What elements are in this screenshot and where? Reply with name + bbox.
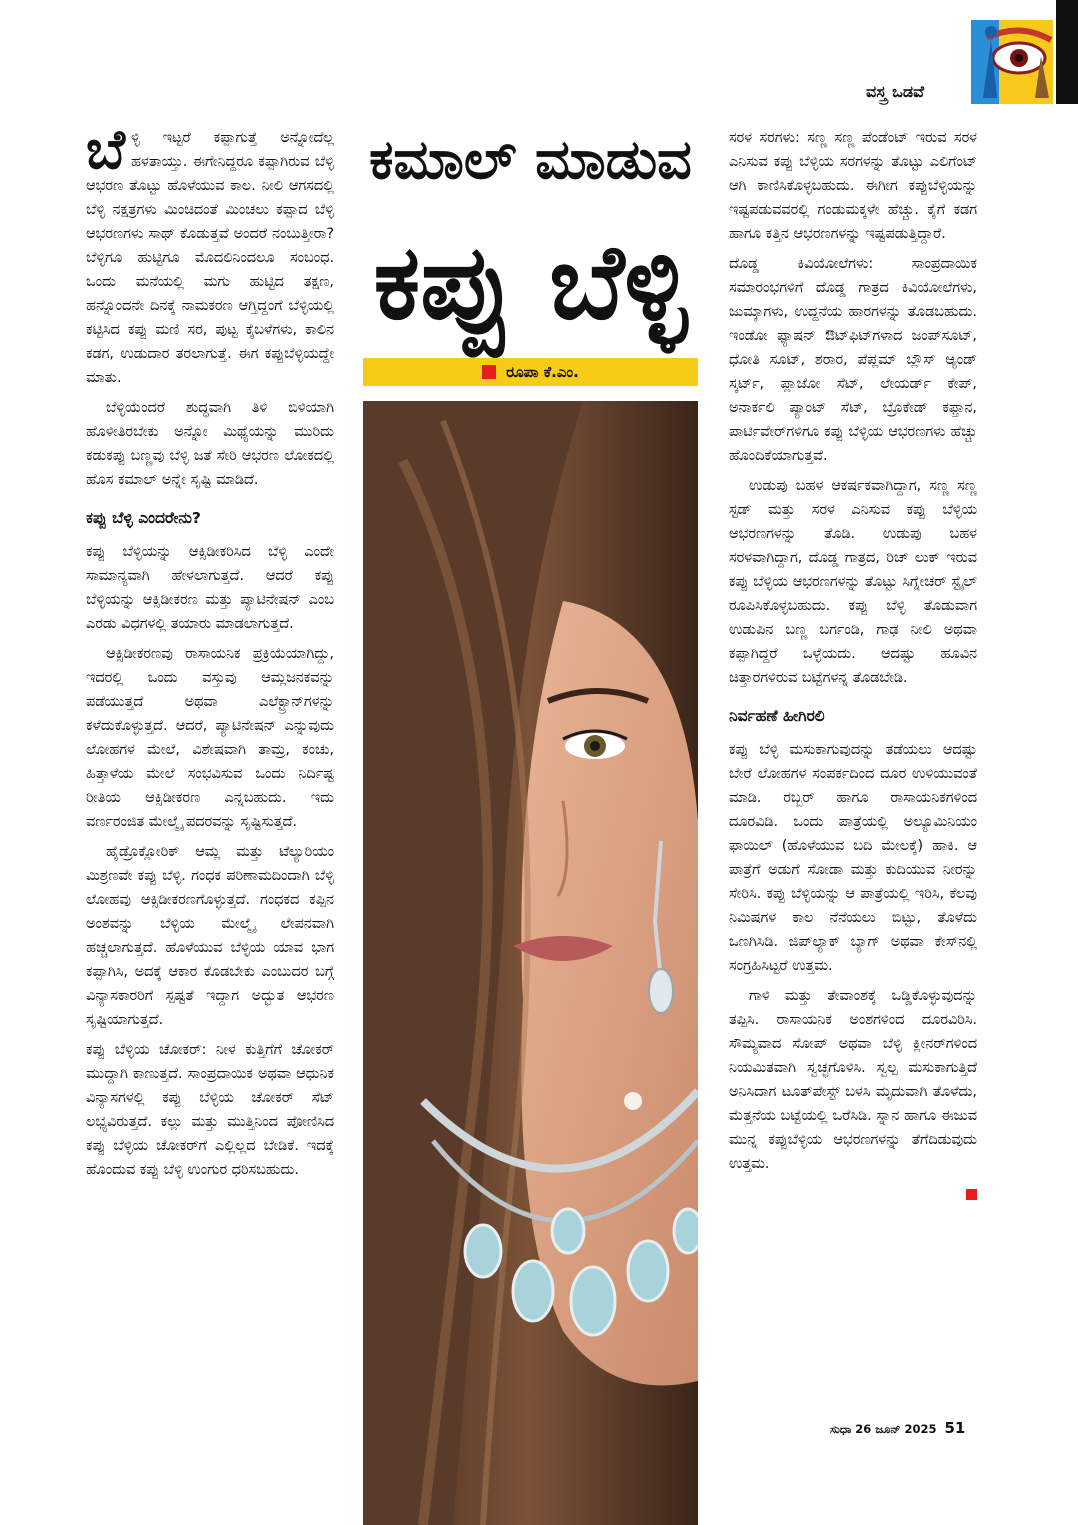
article-column-right	[729, 126, 977, 1206]
model-with-necklace-image	[363, 401, 698, 1525]
publication-date: ಸುಧಾ 26 ಜೂನ್ 2025	[830, 1422, 937, 1436]
drop-cap: ಬೆ	[86, 118, 126, 181]
article-column-left	[86, 118, 334, 1188]
subheading-what-is-black-silver: ಕಪ್ಪು ಬೆಳ್ಳಿ ಎಂದರೇನು?	[86, 509, 201, 527]
red-square-icon	[482, 365, 496, 379]
page-footer	[830, 1419, 965, 1437]
section-logo	[965, 0, 1078, 104]
paragraph: ಕಪ್ಪು ಬೆಳ್ಳಿಯ ಚೋಕರ್: ನೀಳ ಕುತ್ತಿಗೆಗೆ ಚೋಕರ್ ಮುದ್ದಾಗಿ ಕಾಣುತ್ತದೆ. ಸಾಂಪ್ರದಾಯಿಕ ಅಥವಾ ಆಧುನಿಕ ವಿನ್ಯಾಸಗಳಲ್ಲಿ ಕಪ್ಪು ಬೆಳ್ಳಿಯ ಚೋಕರ್ ಸೆಟ್ ಲಭ್ಯವಿರುತ್ತದೆ. ಕಲ್ಲು ಮತ್ತು ಮುತ್ತಿನಿಂದ ಪೋಣಿಸಿದ ಕಪ್ಪು ಬೆಳ್ಳಿಯ ಚೋಕರ್‌ಗೆ ಎಲ್ಲಿಲ್ಲದ ಬೇಡಿಕೆ. ಇದಕ್ಕೆ ಹೊಂದುವ ಕಪ್ಪು ಬೆಳ್ಳಿ ಉಂಗುರ ಧರಿಸಬಹುದು.	[86, 1042, 334, 1178]
paragraph: ಕಪ್ಪು ಬೆಳ್ಳಿಯನ್ನು ಆಕ್ಸಿಡೀಕರಿಸಿದ ಬೆಳ್ಳಿ ಎಂದೇ ಸಾಮಾನ್ಯವಾಗಿ ಹೇಳಲಾಗುತ್ತದೆ. ಆದರೆ ಕಪ್ಪು ಬೆಳ್ಳಿಯನ್ನು ಆಕ್ಸಿಡೀಕರಣ ಮತ್ತು ಪ್ಯಾಟಿನೇಷನ್ ಎಂಬ ಎರಡು ವಿಧಗಳಲ್ಲಿ ತಯಾರು ಮಾಡಲಾಗುತ್ತದೆ.	[86, 544, 334, 632]
author-byline	[363, 358, 698, 386]
paragraph: ಸರಳ ಸರಗಳು: ಸಣ್ಣ ಸಣ್ಣ ಪೆಂಡೆಂಟ್ ಇರುವ ಸರಳ ಎನಿಸುವ ಕಪ್ಪು ಬೆಳ್ಳಿಯ ಸರಗಳನ್ನು ತೊಟ್ಟು ಎಲಿಗೆಂಟ್ ಆಗಿ ಕಾಣಿಸಿಕೊಳ್ಳಬಹುದು. ಈಗೀಗ ಕಪ್ಪುಬೆಳ್ಳಿಯನ್ನು ಇಷ್ಟಪಡುವವರಲ್ಲಿ ಗಂಡುಮಕ್ಕಳೇ ಹೆಚ್ಚು. ಕೈಗೆ ಕಡಗ ಹಾಗೂ ಕತ್ತಿನ ಆಭರಣಗಳನ್ನು ಇಷ್ಟಪಡುತ್ತಿದ್ದಾರೆ.	[729, 130, 977, 242]
paragraph: ಉಡುಪು ಬಹಳ ಆಕರ್ಷಕವಾಗಿದ್ದಾಗ, ಸಣ್ಣ ಸಣ್ಣ ಸ್ಟಡ್ ಮತ್ತು ಸರಳ ಎನಿಸುವ ಕಪ್ಪು ಬೆಳ್ಳಿಯ ಆಭರಣಗಳನ್ನು ತೊಡಿ. ಉಡುಪು ಬಹಳ ಸರಳವಾಗಿದ್ದಾಗ, ದೊಡ್ಡ ಗಾತ್ರದ, ರಿಚ್ ಲುಕ್ ಇರುವ ಕಪ್ಪು ಬೆಳ್ಳಿಯ ಆಭರಣಗಳನ್ನು ತೊಟ್ಟು ಸಿಗ್ನೇಚರ್ ಸ್ಟೈಲ್ ರೂಪಿಸಿಕೊಳ್ಳಬಹುದು. ಕಪ್ಪು ಬೆಳ್ಳಿ ತೊಡುವಾಗ ಉಡುಪಿನ ಬಣ್ಣ ಬರ್ಗಂಡಿ, ಗಾಢ ನೀಲಿ ಅಥವಾ ಕಪ್ಪಾಗಿದ್ದರೆ ಒಳ್ಳೆಯದು. ಆದಷ್ಟು ಹೂವಿನ ಚಿತ್ತಾರಗಳಿರುವ ಬಟ್ಟೆಗಳನ್ನ ತೊಡಬೇಡಿ.	[729, 478, 977, 686]
paragraph: ಕಪ್ಪು ಬೆಳ್ಳಿ ಮಸುಕಾಗುವುದನ್ನು ತಡೆಯಲು ಆದಷ್ಟು ಬೇರೆ ಲೋಹಗಳ ಸಂಪರ್ಕದಿಂದ ದೂರ ಉಳಿಯುವಂತೆ ಮಾಡಿ. ರಬ್ಬರ್ ಹಾಗೂ ರಾಸಾಯನಿಕಗಳಿಂದ ದೂರವಿಡಿ. ಒಂದು ಪಾತ್ರೆಯಲ್ಲಿ ಅಲ್ಯೂಮಿನಿಯಂ ಫಾಯಿಲ್ (ಹೊಳೆಯುವ ಬದಿ ಮೇಲಕ್ಕೆ) ಹಾಕಿ. ಆ ಪಾತ್ರೆಗೆ ಅಡುಗೆ ಸೋಡಾ ಮತ್ತು ಕುದಿಯುವ ನೀರನ್ನು ಸೇರಿಸಿ. ಕಪ್ಪು ಬೆಳ್ಳಿಯನ್ನು ಆ ಪಾತ್ರೆಯಲ್ಲಿ ಇರಿಸಿ, ಕೆಲವು ನಿಮಿಷಗಳ ಕಾಲ ನೆನೆಯಲು ಬಿಟ್ಟು, ತೊಳೆದು ಒಣಗಿಸಿಡಿ. ಜಿಪ್‌ಲ್ಯಾಕ್ ಬ್ಯಾಗ್ ಅಥವಾ ಕೇಸ್‌ನಲ್ಲಿ ಸಂಗ್ರಹಿಸಿಟ್ಟರೆ ಉತ್ತಮ.	[729, 742, 977, 974]
paragraph: ದೊಡ್ಡ ಕಿವಿಯೋಲೆಗಳು: ಸಾಂಪ್ರದಾಯಿಕ ಸಮಾರಂಭಗಳಿಗೆ ದೊಡ್ಡ ಗಾತ್ರದ ಕಿವಿಯೋಲೆಗಳು, ಜುಮ್ಕಾಗಳು, ಉದ್ದನೆಯ ಹಾರಗಳನ್ನು ತೊಡಬಹುದು. ಇಂಡೋ ಫ್ಯಾಷನ್ ಔಟ್‌ಫಿಟ್‌ಗಳಾದ ಜಂಪ್‌ಸೂಟ್, ಧೋತಿ ಸೂಟ್, ಶರಾರ, ಪೆಪ್ಲಮ್ ಬ್ಲೌಸ್ ಆ್ಯಂಡ್ ಸ್ಕರ್ಟ್, ಪ್ಲಾಜೋ ಸೆಟ್, ಲೇಯರ್ಡ್ ಕೇಪ್, ಅನಾರ್ಕಲಿ ಪ್ಯಾಂಟ್ ಸೆಟ್, ಬ್ರೊಕೇಡ್ ಕಫ್ತಾನ, ಪಾರ್ಟಿವೇರ್‌ಗಳಿಗೂ ಕಪ್ಪು ಬೆಳ್ಳಿಯ ಆಭರಣಗಳು ಹೆಚ್ಚು ಹೊಂದಿಕೆಯಾಗುತ್ತವೆ.	[729, 256, 977, 464]
red-square-icon	[966, 1189, 977, 1200]
article-title-line1: ಕಮಾಲ್ ಮಾಡುವ	[369, 128, 692, 191]
end-mark	[729, 1182, 977, 1206]
page-number: 51	[944, 1419, 966, 1437]
intro-paragraph: ಳ್ಳಿ ಇಟ್ಟರೆ ಕಪ್ಪಾಗುತ್ತೆ ಅನ್ನೋದೆಲ್ಲ ಹಳತಾಯ್ತು. ಈಗೇನಿದ್ದರೂ ಕಪ್ಪಾಗಿರುವ ಬೆಳ್ಳಿ ಆಭರಣ ತೊಟ್ಟು ಹೊಳೆಯುವ ಕಾಲ. ನೀಲಿ ಆಗಸದಲ್ಲಿ ಬೆಳ್ಳಿ ನಕ್ಷತ್ರಗಳು ಮಿಂಚಿದಂತೆ ಮಿಂಚಲು ಕಪ್ಪಾದ ಬೆಳ್ಳಿ ಆಭರಣಗಳು ಸಾಥ್ ಕೊಡುತ್ತವೆ ಅಂದರೆ ನಂಬುತ್ತೀರಾ? ಬೆಳ್ಳಿಗೂ ಹುಟ್ಟಿಗೂ ಮೊದಲಿನಿಂದಲೂ ಸಂಬಂಧ. ಒಂದು ಮನೆಯಲ್ಲಿ ಮಗು ಹುಟ್ಟಿದ ತಕ್ಷಣ, ಹನ್ನೊಂದನೇ ದಿನಕ್ಕೆ ನಾಮಕರಣ ಆಗ್ತಿದ್ದಂಗೆ ಬೆಳ್ಳಿಯಲ್ಲಿ ಕಟ್ಟಿಸಿದ ಕಪ್ಪು ಮಣಿ ಸರ, ಪುಟ್ಟ ಕೈಬಳೆಗಳು, ಕಾಲಿನ ಕಡಗ, ಉಡುದಾರ ತರಲಾಗುತ್ತೆ. ಈಗ ಕಪ್ಪುಬೆಳ್ಳಿಯದ್ದೇ ಮಾತು.	[86, 130, 334, 386]
model-photo	[363, 401, 698, 1525]
paragraph: ಗಾಳಿ ಮತ್ತು ತೇವಾಂಶಕ್ಕೆ ಒಡ್ಡಿಕೊಳ್ಳುವುದನ್ನು ತಪ್ಪಿಸಿ. ರಾಸಾಯನಿಕ ಅಂಶಗಳಿಂದ ದೂರವಿರಿಸಿ. ಸೌಮ್ಯವಾದ ಸೋಪ್ ಅಥವಾ ಬೆಳ್ಳಿ ಕ್ಲೀನರ್‌ಗಳಿಂದ ನಿಯಮಿತವಾಗಿ ಸ್ವಚ್ಛಗೊಳಿಸಿ. ಸ್ವಲ್ಪ ಮಸುಕಾಗುತ್ತಿದೆ ಅನಿಸಿದಾಗ ಟೂತ್‌ಪೇಸ್ಟ್ ಬಳಸಿ ಮೃದುವಾಗಿ ತೊಳೆದು, ಮೆತ್ತನೆಯ ಬಟ್ಟೆಯಲ್ಲಿ ಒರೆಸಿಡಿ. ಸ್ನಾನ ಹಾಗೂ ಈಜುವ ಮುನ್ನ ಕಪ್ಪುಬೆಳ್ಳಿಯ ಆಭರಣಗಳನ್ನು ತೆಗೆದಿಡುವುದು ಉತ್ತಮ.	[729, 988, 977, 1172]
subheading-maintenance: ನಿರ್ವಹಣೆ ಹೀಗಿರಲಿ	[729, 707, 825, 725]
paragraph: ಬೆಳ್ಳಿಯೆಂದರೆ ಶುದ್ಧವಾಗಿ ತಿಳಿ ಬಿಳಿಯಾಗಿ ಹೊಳೀತಿರಬೇಕು ಅನ್ನೋ ಮಿಥ್ಯೆಯನ್ನು ಮುರಿದು ಕಡುಕಪ್ಪು ಬಣ್ಣವು ಬೆಳ್ಳಿ ಜತೆ ಸೇರಿ ಆಭರಣ ಲೋಕದಲ್ಲಿ ಹೊಸ ಕಮಾಲ್ ಅನ್ನೇ ಸೃಷ್ಟಿ ಮಾಡಿದೆ.	[86, 400, 334, 488]
section-label: ವಸ್ತ್ರ ಒಡವೆ	[866, 82, 925, 101]
article-title-line2: ಕಪ್ಪು ಬೆಳ್ಳಿ	[373, 221, 688, 343]
author-name: ರೂಪಾ ಕೆ.ಎಂ.	[506, 363, 579, 381]
section-emblem-icon	[965, 0, 1056, 104]
paragraph: ಹೈಡ್ರೊಕ್ಲೋರಿಕ್ ಆಮ್ಲ ಮತ್ತು ಟೆಲ್ಯುರಿಯಂ ಮಿಶ್ರಣವೇ ಕಪ್ಪು ಬೆಳ್ಳಿ. ಗಂಧಕ ಪರಿಣಾಮದಿಂದಾಗಿ ಬೆಳ್ಳಿ ಲೋಹವು ಆಕ್ಸಿಡೀಕರಣಗೊಳ್ಳುತ್ತದೆ. ಗಂಧಕದ ಕಪ್ಪಿನ ಅಂಶವನ್ನು ಬೆಳ್ಳಿಯ ಮೇಲ್ಮೈ ಲೇಪನವಾಗಿ ಹಚ್ಚಲಾಗುತ್ತದೆ. ಹೊಳೆಯುವ ಬೆಳ್ಳಿಯ ಯಾವ ಭಾಗ ಕಪ್ಪಾಗಿಸಿ, ಅದಕ್ಕೆ ಆಕಾರ ಕೊಡಬೇಕು ಎಂಬುದರ ಬಗ್ಗೆ ವಿನ್ಯಾಸಕಾರರಿಗೆ ಸ್ಪಷ್ಟತೆ ಇದ್ದಾಗ ಅದ್ಭುತ ಆಭರಣ ಸೃಷ್ಟಿಯಾಗುತ್ತದೆ.	[86, 844, 334, 1028]
paragraph: ಆಕ್ಸಿಡೀಕರಣವು ರಾಸಾಯನಿಕ ಪ್ರಕ್ರಿಯೆಯಾಗಿದ್ದು, ಇದರಲ್ಲಿ ಒಂದು ವಸ್ತುವು ಆಮ್ಲಜನಕವನ್ನು ಪಡೆಯುತ್ತದೆ ಅಥವಾ ಎಲೆಕ್ಟ್ರಾನ್‌ಗಳನ್ನು ಕಳೆದುಕೊಳ್ಳುತ್ತದೆ. ಆದರೆ, ಪ್ಯಾಟಿನೇಷನ್ ಎನ್ನುವುದು ಲೋಹಗಳ ಮೇಲೆ, ವಿಶೇಷವಾಗಿ ತಾಮ್ರ, ಕಂಚು, ಹಿತ್ತಾಳೆಯ ಮೇಲೆ ಸಂಭವಿಸುವ ಒಂದು ನಿರ್ದಿಷ್ಟ ರೀತಿಯ ಆಕ್ಸಿಡೀಕರಣ ಎನ್ನಬಹುದು. ಇದು ವರ್ಣರಂಜಿತ ಮೇಲ್ಮೈ ಪದರವನ್ನು ಸೃಷ್ಟಿಸುತ್ತದೆ.	[86, 646, 334, 830]
